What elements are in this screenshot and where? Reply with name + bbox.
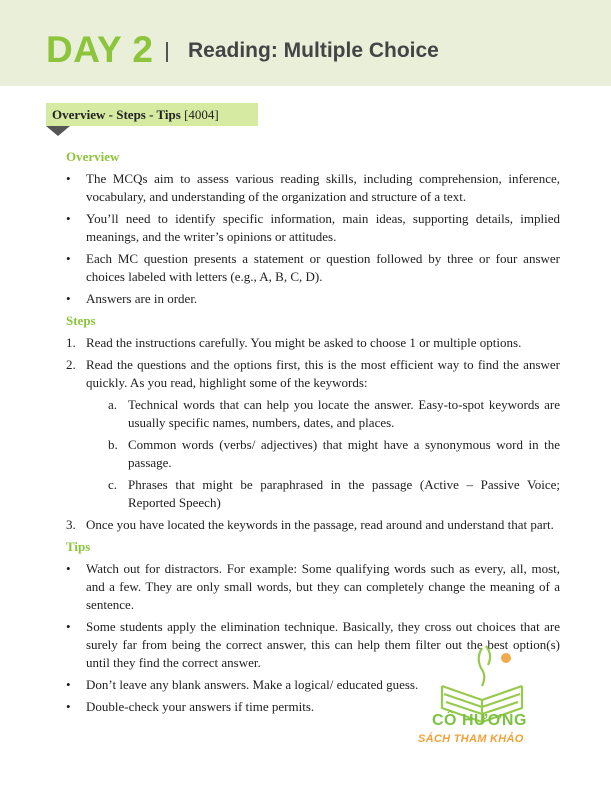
list-item-text: Phrases that might be paraphrased in the passage (Active – Passive Voice; Reported Speech): [128, 477, 560, 510]
list-item-text: The MCQs aim to assess various reading skills, including comprehension, inference, vocabulary, and understanding of the organization and structure of a text.: [86, 171, 560, 204]
bullet-icon: •: [66, 291, 71, 306]
sub-letter: c.: [108, 477, 118, 492]
list-item: [66, 250, 560, 286]
list-item: [66, 210, 560, 246]
sub-letter: a.: [108, 397, 118, 412]
list-item-text: Technical words that can help you locate the answer. Easy-to-spot keywords are usually specific names, numbers, dates, and places.: [128, 397, 560, 430]
header-separator: [166, 42, 168, 62]
bullet-icon: •: [66, 677, 71, 692]
step-number: 1.: [66, 335, 76, 350]
bullet-icon: •: [66, 171, 71, 186]
overview-heading: Overview: [66, 149, 120, 164]
steps-heading: Steps: [66, 313, 96, 328]
step-number: 2.: [66, 357, 76, 372]
step-number: 3.: [66, 517, 76, 532]
list-item: [108, 476, 560, 512]
watermark-subtitle: SÁCH THAM KHẢO: [418, 733, 524, 745]
list-item: [66, 290, 560, 308]
day-label: DAY 2: [46, 29, 154, 70]
section-title-code: [4004]: [180, 107, 219, 122]
section-title-text: Overview - Steps - Tips: [52, 107, 181, 122]
list-item-text: Once you have located the keywords in the passage, read around and understand that part.: [86, 517, 554, 532]
bullet-icon: •: [66, 699, 71, 714]
list-item-text: Each MC question presents a statement or question followed by three or four answer choices labeled with letters (e.g., A, B, C, D).: [86, 251, 560, 284]
page-title: Reading: Multiple Choice: [188, 39, 439, 62]
bullet-icon: •: [66, 561, 71, 576]
list-item: [66, 334, 560, 352]
watermark-name: CÔ HƯƠNG: [432, 712, 527, 729]
main-content: [66, 148, 560, 720]
list-item-text: Don’t leave any blank answers. Make a logical/ educated guess.: [86, 677, 419, 692]
list-item-text: Answers are in order.: [86, 291, 198, 306]
section-arrow-icon: [46, 126, 70, 136]
list-item: [66, 170, 560, 206]
keyword-types-list: [108, 396, 560, 512]
list-item-text: Read the questions and the options first, this is the most efficient way to find the answer quickly. As you read, highlight some of the keywords:: [86, 357, 560, 390]
overview-list: [66, 170, 560, 308]
bullet-icon: •: [66, 251, 71, 266]
list-item-text: You’ll need to identify specific information, main ideas, supporting details, implied meanings, and the writer’s opinions or attitudes.: [86, 211, 560, 244]
list-item: [66, 516, 560, 534]
list-item-text: Some students apply the elimination technique. Basically, they cross out choices that are surely far from being the correct answer, this can help them filter out the best option(s) until they find the correct answer.: [86, 619, 560, 670]
list-item-text: Common words (verbs/ adjectives) that might have a synonymous word in the passage.: [128, 437, 560, 470]
bullet-icon: •: [66, 211, 71, 226]
list-item: [66, 560, 560, 614]
section-title: [52, 106, 219, 123]
list-item-text: Watch out for distractors. For example: Some qualifying words such as every, all, most, and a few. They are only small words, but they can completely change the meaning of a sentence.: [86, 561, 560, 612]
sub-letter: b.: [108, 437, 118, 452]
bullet-icon: •: [66, 619, 71, 634]
list-item: [66, 356, 560, 512]
list-item-text: Double-check your answers if time permits.: [86, 699, 315, 714]
list-item-text: Read the instructions carefully. You might be asked to choose 1 or multiple options.: [86, 335, 522, 350]
steps-list: [66, 334, 560, 534]
list-item: [108, 436, 560, 472]
list-item: [108, 396, 560, 432]
tips-heading: Tips: [66, 539, 91, 554]
